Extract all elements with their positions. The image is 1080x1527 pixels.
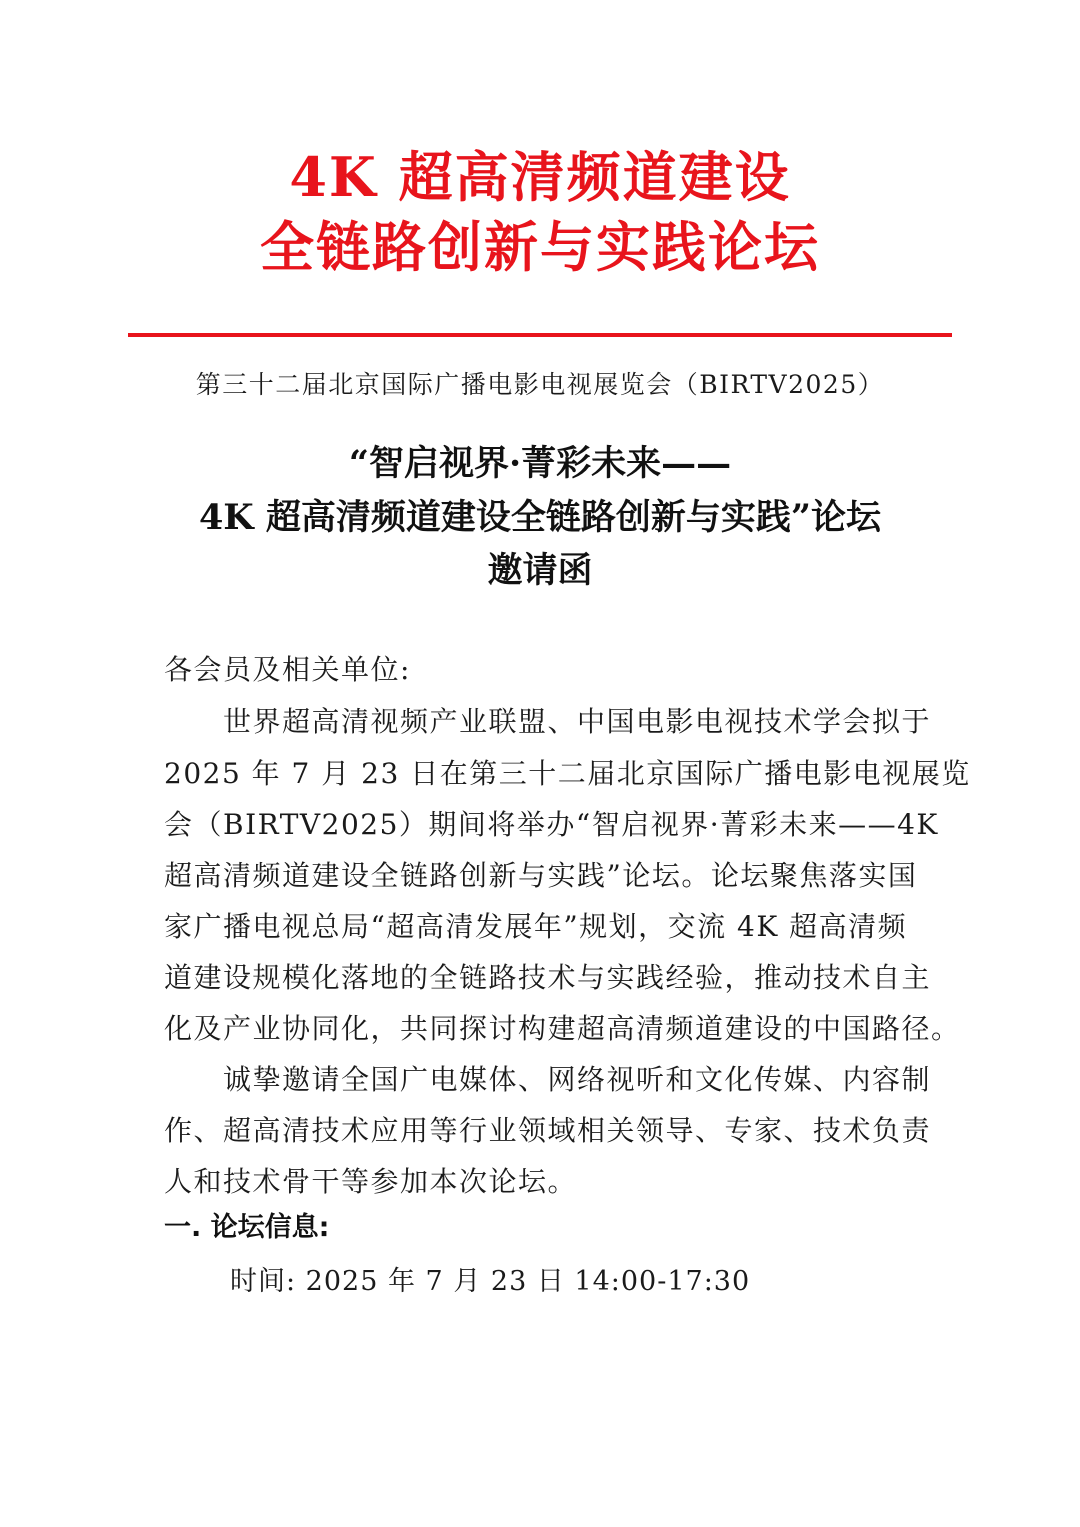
paragraph-line: 世界超高清视频产业联盟、中国电影电视技术学会拟于: [164, 705, 932, 738]
title-line-3: 邀请函: [487, 550, 593, 591]
paragraph-line: 作、超高清技术应用等行业领域相关领导、专家、技术负责: [164, 1114, 932, 1147]
section-heading-forum-info: 一. 论坛信息:: [164, 1212, 330, 1243]
forum-banner-line-2: 全链路创新与实践论坛: [260, 215, 820, 279]
forum-time: 时间: 2025 年 7 月 23 日 14:00-17:30: [230, 1266, 751, 1297]
title-line-2: 4K 超高清频道建设全链路创新与实践”论坛: [198, 497, 882, 538]
header-divider: [128, 333, 952, 337]
salutation: 各会员及相关单位:: [164, 653, 411, 686]
paragraph-line: 诚挚邀请全国广电媒体、网络视听和文化传媒、内容制: [164, 1063, 932, 1096]
forum-banner-line-1: 4K 超高清频道建设: [289, 145, 791, 209]
paragraph-line: 2025 年 7 月 23 日在第三十二届北京国际广播电影电视展览: [164, 757, 971, 790]
title-line-1: “智启视界·菁彩未来——: [348, 443, 732, 484]
paragraph-line: 化及产业协同化，共同探讨构建超高清频道建设的中国路径。: [164, 1012, 961, 1045]
paragraph-line: 道建设规模化落地的全链路技术与实践经验，推动技术自主: [164, 961, 932, 994]
paragraph-line: 超高清频道建设全链路创新与实践”论坛。论坛聚焦落实国: [164, 859, 918, 892]
paragraph-line: 会（BIRTV2025）期间将举办“智启视界·菁彩未来——4K: [164, 808, 939, 841]
paragraph-line: 家广播电视总局“超高清发展年”规划，交流 4K 超高清频: [164, 910, 908, 943]
paragraph-line: 人和技术骨干等参加本次论坛。: [164, 1165, 578, 1198]
event-name: 第三十二届北京国际广播电影电视展览会（BIRTV2025）: [195, 370, 885, 399]
